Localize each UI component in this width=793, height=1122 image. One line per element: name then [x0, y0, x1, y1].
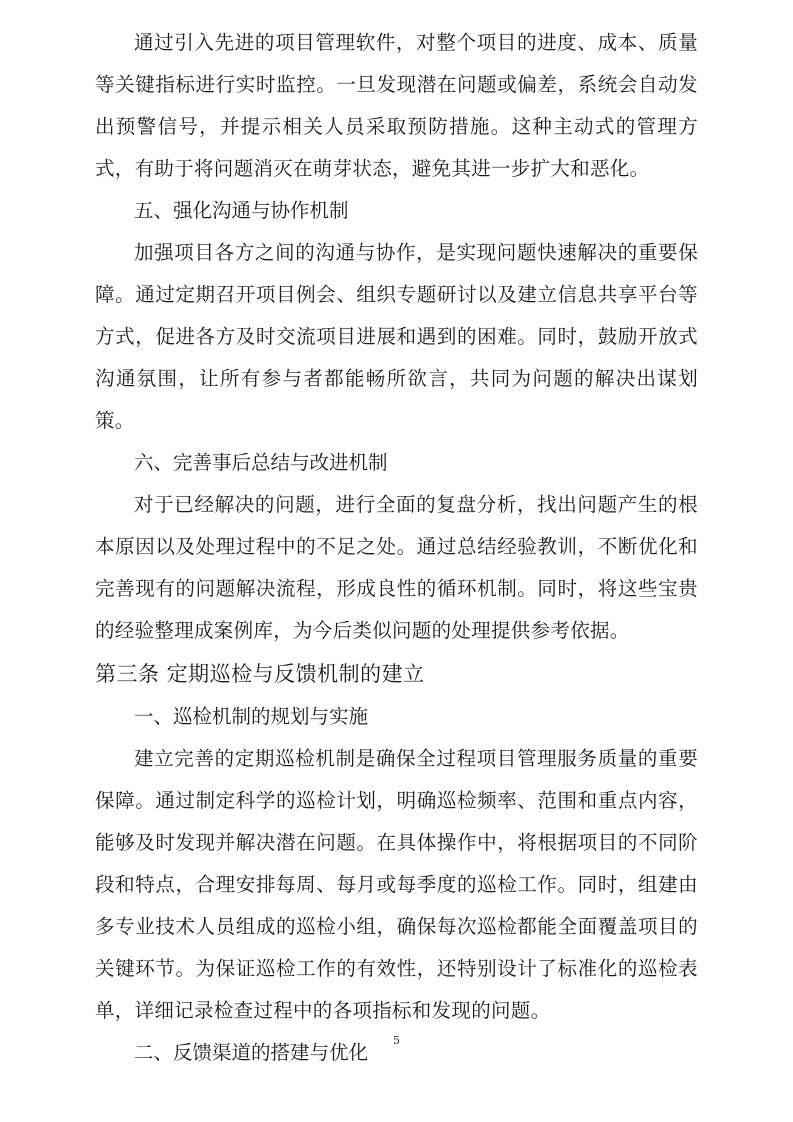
section-heading-feedback: 二、反馈渠道的搭建与优化 — [134, 1041, 369, 1064]
article-heading-inspection: 第三条 定期巡检与反馈机制的建立 — [95, 662, 425, 686]
paragraph-inspection-plan: 建立完善的定期巡检机制是确保全过程项目管理服务质量的重要保障。通过制定科学的巡检计划，明确巡检频率、范围和重点内容，能够及时发现并解决潜在问题。在具体操作中，将根据项目的不同阶段和特点，合理安排每周、每月或每季度的巡检工作。同时，组建由多专业技术人员组成的巡检小组，确保每次巡检都能全面覆盖项目的关键环节。为保证巡检工作的有效性，还特别设计了标准化的巡检表单，详细记录检查过程中的各项指标和发现的问题。 — [95, 747, 698, 1022]
paragraph-communication: 加强项目各方之间的沟通与协作，是实现问题快速解决的重要保障。通过定期召开项目例会、组织专题研讨以及建立信息共享平台等方式，促进各方及时交流项目进展和遇到的困难。同时，鼓励开放式沟通氛围，让所有参与者都能畅所欲言，共同为问题的解决出谋划策。 — [95, 241, 698, 432]
page-number: 5 — [393, 1034, 400, 1047]
section-heading-review: 六、完善事后总结与改进机制 — [134, 451, 388, 474]
section-heading-communication: 五、强化沟通与协作机制 — [134, 199, 349, 222]
document-page — [95, 22, 698, 1074]
section-heading-inspection-plan: 一、巡检机制的规划与实施 — [134, 705, 369, 728]
paragraph-review: 对于已经解决的问题，进行全面的复盘分析，找出问题产生的根本原因以及处理过程中的不足之处。通过总结经验教训，不断优化和完善现有的问题解决流程，形成良性的循环机制。同时，将这些宝贵的经验整理成案例库，为今后类似问题的处理提供参考依据。 — [95, 493, 698, 642]
paragraph-monitoring: 通过引入先进的项目管理软件，对整个项目的进度、成本、质量等关键指标进行实时监控。一旦发现潜在问题或偏差，系统会自动发出预警信号，并提示相关人员采取预防措施。这种主动式的管理方式，有助于将问题消灭在萌芽状态，避免其进一步扩大和恶化。 — [95, 31, 698, 180]
